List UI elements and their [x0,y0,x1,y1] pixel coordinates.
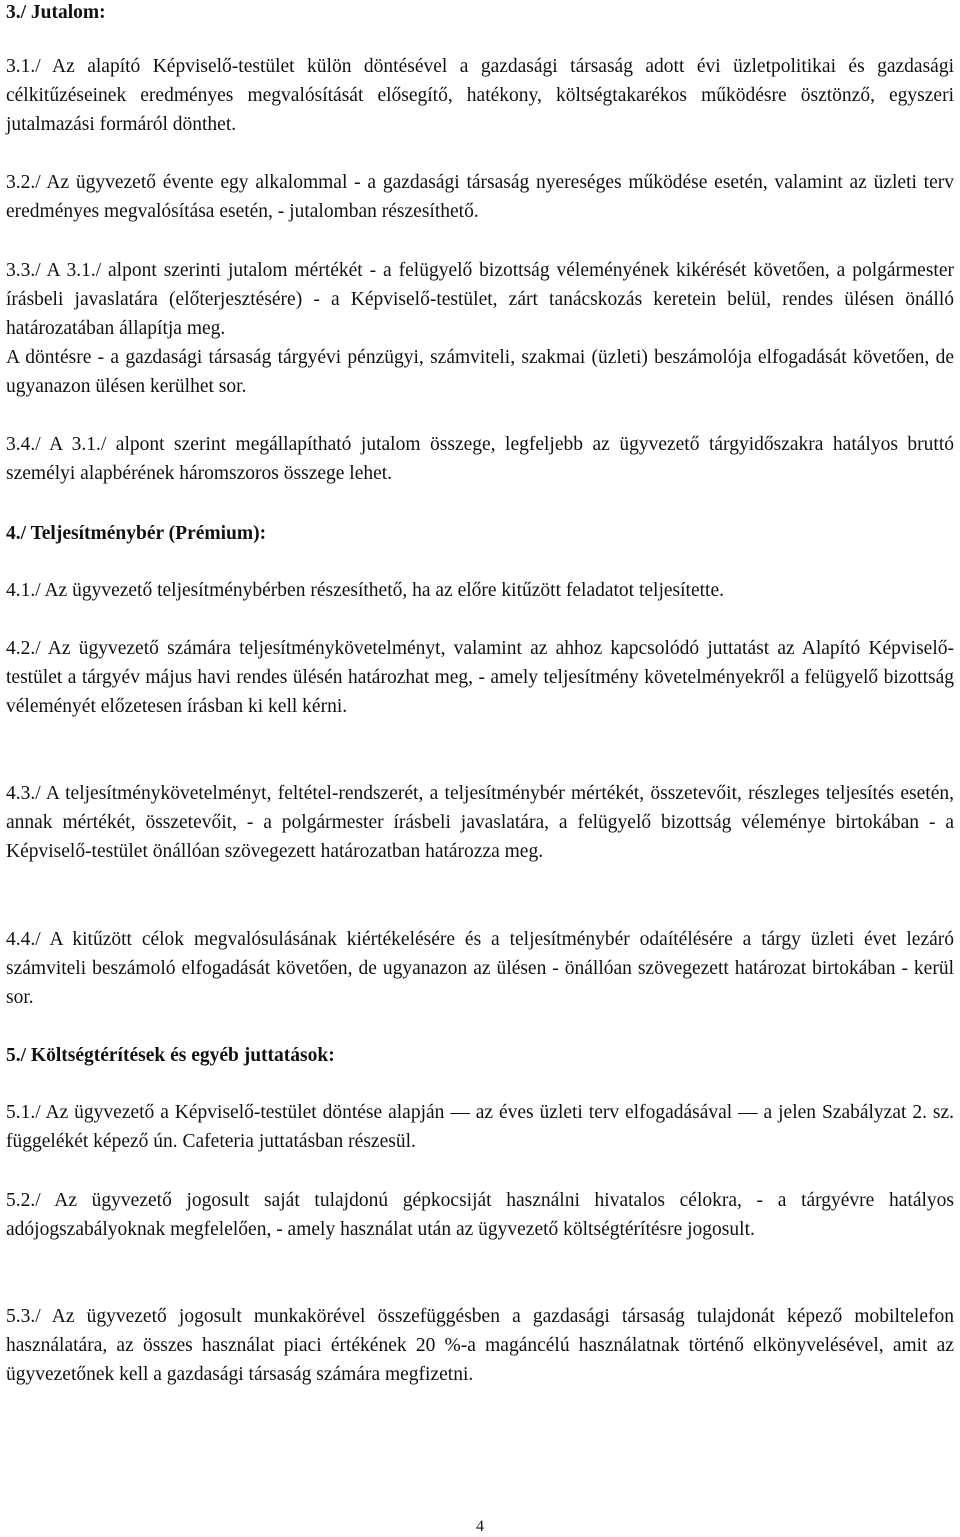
section-5-heading: 5./ Költségtérítések és egyéb juttatások: [6,1045,335,1066]
section-3-heading: 3./ Jutalom: [6,2,106,23]
paragraph-4-1: 4.1./ Az ügyvezető teljesítménybérben részesíthető, ha az előre kitűzött feladatot teljesítette. [6,580,724,601]
paragraph-3-3: 3.3./ A 3.1./ alpont szerinti jutalom mértékét - a felügyelő bizottság véleményének kikérését követően, a polgármester írásbeli javaslatára (előterjesztésére) - a Képviselő-testület, zárt tanácskozás keretein belül, rendes ülésen önálló határozatában állapítja meg. [6,260,954,339]
paragraph-3-3-continued: A döntésre - a gazdasági társaság tárgyévi pénzügyi, számviteli, szakmai (üzleti) beszámolója elfogadását követően, de ugyanazon ülésen kerülhet sor. [6,347,954,397]
paragraph-3-2: 3.2./ Az ügyvezető évente egy alkalommal - a gazdasági társaság nyereséges működése esetén, valamint az üzleti terv eredményes megvalósítása esetén, - jutalomban részesíthető. [6,172,954,222]
page-number: 4 [476,1518,484,1535]
paragraph-3-1: 3.1./ Az alapító Képviselő-testület külön döntésével a gazdasági társaság adott évi üzletpolitikai és gazdasági célkitűzéseinek eredményes megvalósítását elősegítő, hatékony, költségtakarékos működésre ösztönző, egyszeri jutalmazási formáról dönthet. [6,56,954,135]
paragraph-4-2: 4.2./ Az ügyvezető számára teljesítménykövetelményt, valamint az ahhoz kapcsolódó juttatást az Alapító Képviselő-testület a tárgyév május havi rendes ülésén határozhat meg, - amely teljesítmény követelményekről a felügyelő bizottság véleményét előzetesen írásban ki kell kérni. [6,638,954,717]
paragraph-5-3: 5.3./ Az ügyvezető jogosult munkakörével összefüggésben a gazdasági társaság tulajdonát képező mobiltelefon használatára, az összes használat piaci értékének 20 %-a magáncélú használatnak történő elkönyvelésével, amit az ügyvezetőnek kell a gazdasági társaság számára megfizetni. [6,1306,954,1385]
paragraph-4-4: 4.4./ A kitűzött célok megvalósulásának kiértékelésére és a teljesítménybér odaítélésére a tárgy üzleti évet lezáró számviteli beszámoló elfogadását követően, de ugyanazon az ülésen - önállóan szövegezett határozat birtokában - kerül sor. [6,929,954,1008]
paragraph-4-3: 4.3./ A teljesítménykövetelményt, feltétel-rendszerét, a teljesítménybér mértékét, összetevőit, részleges teljesítés esetén, annak mértékét, összetevőit, - a polgármester írásbeli javaslatára, a felügyelő bizottság véleménye birtokában - a Képviselő-testület önállóan szövegezett határozatban határozza meg. [6,783,954,862]
paragraph-5-1: 5.1./ Az ügyvezető a Képviselő-testület döntése alapján — az éves üzleti terv elfogadásával — a jelen Szabályzat 2. sz. függelékét képező ún. Cafeteria juttatásban részesül. [6,1102,954,1152]
section-4-heading: 4./ Teljesítménybér (Prémium): [6,523,267,544]
paragraph-5-2: 5.2./ Az ügyvezető jogosult saját tulajdonú gépkocsiját használni hivatalos célokra, - a tárgyévre hatályos adójogszabályoknak megfelelően, - amely használat után az ügyvezető költségtérítésre jogosult. [6,1190,954,1240]
paragraph-3-4: 3.4./ A 3.1./ alpont szerint megállapítható jutalom összege, legfeljebb az ügyvezető tárgyidőszakra hatályos bruttó személyi alapbérének háromszoros összege lehet. [6,434,954,484]
